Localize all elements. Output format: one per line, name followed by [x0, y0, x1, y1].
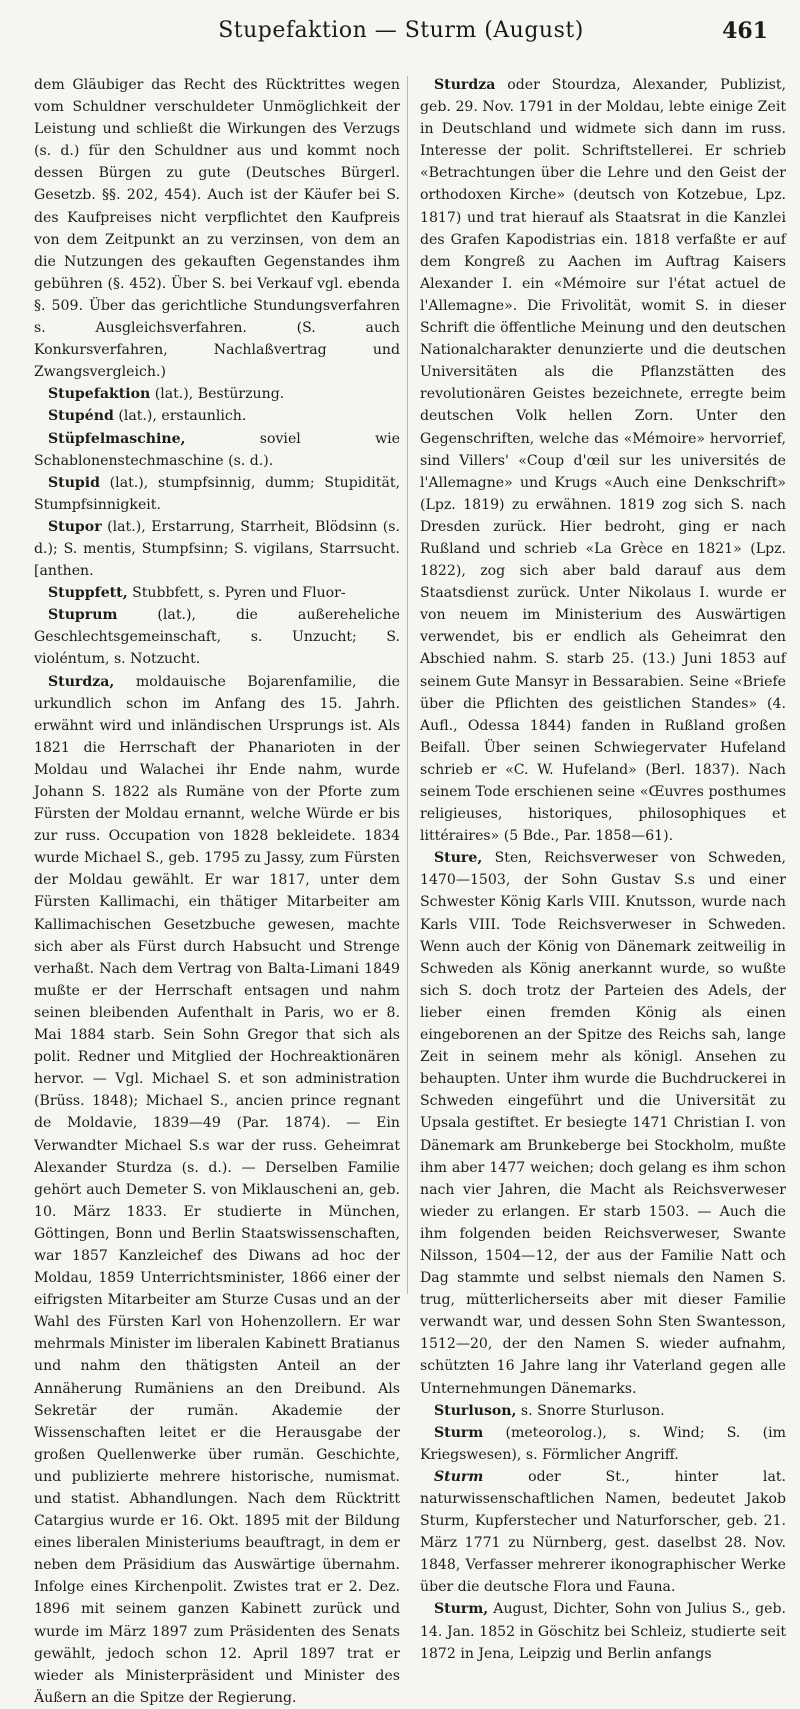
entry-stupid: Stupid (lat.), stumpfsinnig, dumm; Stupidität, Stumpfsinnigkeit.	[34, 474, 400, 513]
page-number: 461	[722, 18, 768, 44]
entry-sture: Sture, Sten, Reichsverweser von Schweden, 1470—1503, der Sohn Gustav S.s und einer Schwester König Karls VIII. Knutsson, wurde nach Karls VIII. Tode Reichsverweser in Schweden. Wenn auch der König von Dänemark zeitweilig in Schweden als König anerkannt wurde, so wußte sich S. doch trotz der Parteien des Adels, der lieber einen fremden König als einen eingeborenen an der Spitze des Reichs sah, lange Zeit in seinem mehr als königl. Ansehen zu behaupten. Unter ihm wurde die Buchdruckerei in Schweden eingeführt und die Universität zu Upsala gestiftet. Er besiegte 1471 Christian I. von Dänemark am Brunkeberge bei Stockholm, mußte ihm aber 1477 weichen; doch gelang es ihm schon nach vier Jahren, die Macht als Reichsverweser wieder zu erlangen. Er starb 1503. — Auch die ihm folgenden beiden Reichsverweser, Swante Nilsson, 1504—12, der aus der Familie Natt och Dag stammte und selbst niemals den Namen S. trug, mütterlicherseits aber mit dieser Familie verwandt war, und dessen Sohn Sten Swantesson, 1512—20, der den Namen S. wieder aufnahm, schützten 16 Jahre lang ihr Vaterland gegen alle Unternehmungen Dänemarks.	[420, 850, 786, 1397]
entry-sturdza-alexander: Sturdza oder Stourdza, Alexander, Publizist, geb. 29. Nov. 1791 in der Moldau, lebte einige Zeit in Deutschland und widmete sich dann im russ. Interesse der polit. Schriftstellerei. Er schrieb «Betrachtungen über die Lehre und den Geist der orthodoxen Kirche» (deutsch von Kotzebue, Lpz. 1817) und trat hierauf als Staatsrat in die Kanzlei des Grafen Kapodistrias ein. 1818 verfaßte er auf dem Kongreß zu Aachen im Auftrag Kaisers Alexander I. ein «Mémoire sur l'état actuel de l'Allemagne». Die Frivolität, womit S. in dieser Schrift die öffentliche Meinung und den deutschen Nationalcharakter denunzierte und die deutschen Universitäten als die Pflanzstätten des revolutionären Geistes bezeichnete, erregte beim deutschen Volk hellen Zorn. Unter den Gegenschriften, welche das «Mémoire» hervorrief, sind Villers' «Coup d'œil sur les universités de l'Allemagne» und Krugs «Auch eine Denkschrift» (Lpz. 1819) zu erwähnen. 1819 zog sich S. nach Dresden zurück. Hier bedroht, ging er nach Rußland und schrieb «La Grèce en 1821» (Lpz. 1822), zog sich aber bald darauf aus dem Staatsdienst zurück. Unter Nikolaus I. wurde er von neuem im Ministerium des Auswärtigen verwendet, bis er endlich als Geheimrat den Abschied nahm. S. starb 25. (13.) Juni 1853 auf seinem Gute Mansyr in Bessarabien. Seine «Briefe über die Pflichten des geistlichen Standes» (4. Aufl., Odessa 1844) fanden in Rußland großen Beifall. Über seinen Schwiegervater Hufeland schrieb er «C. W. Hufeland» (Berl. 1837). Nach seinem Tode erschienen seine «Œuvres posthumes religieuses, historiques, philosophiques et littéraires» (5 Bde., Par. 1858—61).	[420, 77, 786, 845]
entry-stuepfelmaschine: Stüpfelmaschine, soviel wie Schablonenstechmaschine (s. d.).	[34, 430, 400, 469]
left-column	[34, 74, 400, 1709]
page-header	[34, 8, 768, 48]
entry-stupor: Stupor (lat.), Erstarrung, Starrheit, Blödsinn (s. d.); S. mentis, Stumpfsinn; S. vigilans, Starrsucht. [anthen.	[34, 518, 400, 580]
entry-stuprum: Stuprum (lat.), die außereheliche Geschlechtsgemeinschaft, s. Unzucht; S. violéntum, s. Notzucht.	[34, 607, 400, 668]
entry-stupend: Stupénd (lat.), erstaunlich.	[48, 408, 247, 425]
page-title: Stupefaktion — Sturm (August)	[218, 18, 584, 43]
entry-stundung-continuation: dem Gläubiger das Recht des Rücktrittes wegen vom Schuldner verschuldeter Unmöglichkeit der Leistung und schließt die Wirkungen des Verzugs (s. d.) für den Schuldner aus und kommt noch dessen Bürgen zu gute (Deutsches Bürgerl. Gesetzb. §§. 202, 454). Auch ist der Käufer bei S. des Kaufpreises nicht verpflichtet den Kaufpreis von dem Zeitpunkt an zu verzinsen, von dem an die Nutzungen des gekauften Gegenstandes ihm gebühren (§. 452). Über S. bei Verkauf vgl. ebenda §. 509. Über das gerichtliche Stundungsverfahren s. Ausgleichsverfahren. (S. auch Konkursverfahren, Nachlaßvertrag und Zwangsvergleich.)	[34, 77, 400, 381]
entry-stupefaktion: Stupefaktion (lat.), Bestürzung.	[48, 386, 285, 403]
entry-sturdza-family: Sturdza, moldauische Bojarenfamilie, die urkundlich schon im Anfang des 15. Jahrh. erwähnt wird und inländischen Ursprungs ist. Als 1821 die Herrschaft der Phanarioten in der Moldau und Walachei ihr Ende nahm, wurde Johann S. 1822 als Rumäne von der Pforte zum Fürsten der Moldau ernannt, welche Würde er bis zur russ. Occupation von 1828 bekleidete. 1834 wurde Michael S., geb. 1795 zu Jassy, zum Fürsten der Moldau gewählt. Er war 1817, unter dem Fürsten Kallimachi, ein thätiger Mitarbeiter am Kallimachischen Gesetzbuche gewesen, machte sich aber als Fürst durch Habsucht und Strenge verhaßt. Nach dem Vertrag von Balta-Limani 1849 mußte er der Herrschaft entsagen und nahm seinen bleibenden Aufenthalt in Paris, wo er 8. Mai 1884 starb. Sein Sohn Gregor that sich als polit. Redner und Mitglied der Hochreaktionären hervor. — Vgl. Michael S. et son administration (Brüss. 1848); Michael S., ancien prince regnant de Moldavie, 1839—49 (Par. 1874). — Ein Verwandter Michael S.s war der russ. Geheimrat Alexander Sturdza (s. d.). — Derselben Familie gehört auch Demeter S. von Miklauscheni an, geb. 10. März 1833. Er studierte in München, Göttingen, Bonn und Berlin Staatswissenschaften, war 1857 Kanzleichef des Diwans ad hoc der Moldau, 1859 Unterrichtsminister, 1866 einer der eifrigsten Mitarbeiter am Sturze Cusas und an der Wahl des Fürsten Karl von Hohenzollern. Er war mehrmals Minister im liberalen Kabinett Bratianus und nahm den thätigsten Anteil an der Annäherung Rumäniens an den Dreibund. Als Sekretär der rumän. Akademie der Wissenschaften leitet er die Herausgabe der großen Quellenwerke über rumän. Geschichte, und publizierte mehrere historische, numismat. und statist. Abhandlungen. Nach dem Rücktritt Catargius wurde er 16. Okt. 1895 mit der Bildung eines liberalen Ministeriums beauftragt, in dem er neben dem Präsidium das Auswärtige übernahm. Infolge eines Kirchenpolit. Zwistes trat er 2. Dez. 1896 mit seinem ganzen Kabinett zurück und wurde im März 1897 zum Präsidenten des Senats gewählt, jedoch schon 12. April 1897 trat er wieder als Ministerpräsident und Minister des Äußern an die Spitze der Regierung.	[34, 673, 400, 1706]
entry-sturm-st: Sturm oder St., hinter lat. naturwissenschaftlichen Namen, bedeutet Jakob Sturm, Kupferstecher und Naturforscher, geb. 21. März 1771 zu Nürnberg, gest. daselbst 28. Nov. 1848, Verfasser mehrerer ikonographischer Werke über die deutsche Flora und Fauna.	[420, 1468, 786, 1596]
entry-sturluson: Sturluson, s. Snorre Sturluson.	[434, 1402, 665, 1419]
right-column	[420, 74, 786, 1665]
entry-sturm-august: Sturm, August, Dichter, Sohn von Julius S., geb. 14. Jan. 1852 in Göschitz bei Schleiz, studierte seit 1872 in Jena, Leipzig und Berlin anfangs	[420, 1601, 786, 1662]
entry-sturm-meteorolog: Sturm (meteorolog.), s. Wind; S. (im Kriegswesen), s. Förmlicher Angriff.	[420, 1424, 786, 1463]
column-divider	[407, 76, 408, 1294]
entry-stuppfett: Stuppfett, Stubbfett, s. Pyren und Fluor-	[48, 585, 346, 602]
